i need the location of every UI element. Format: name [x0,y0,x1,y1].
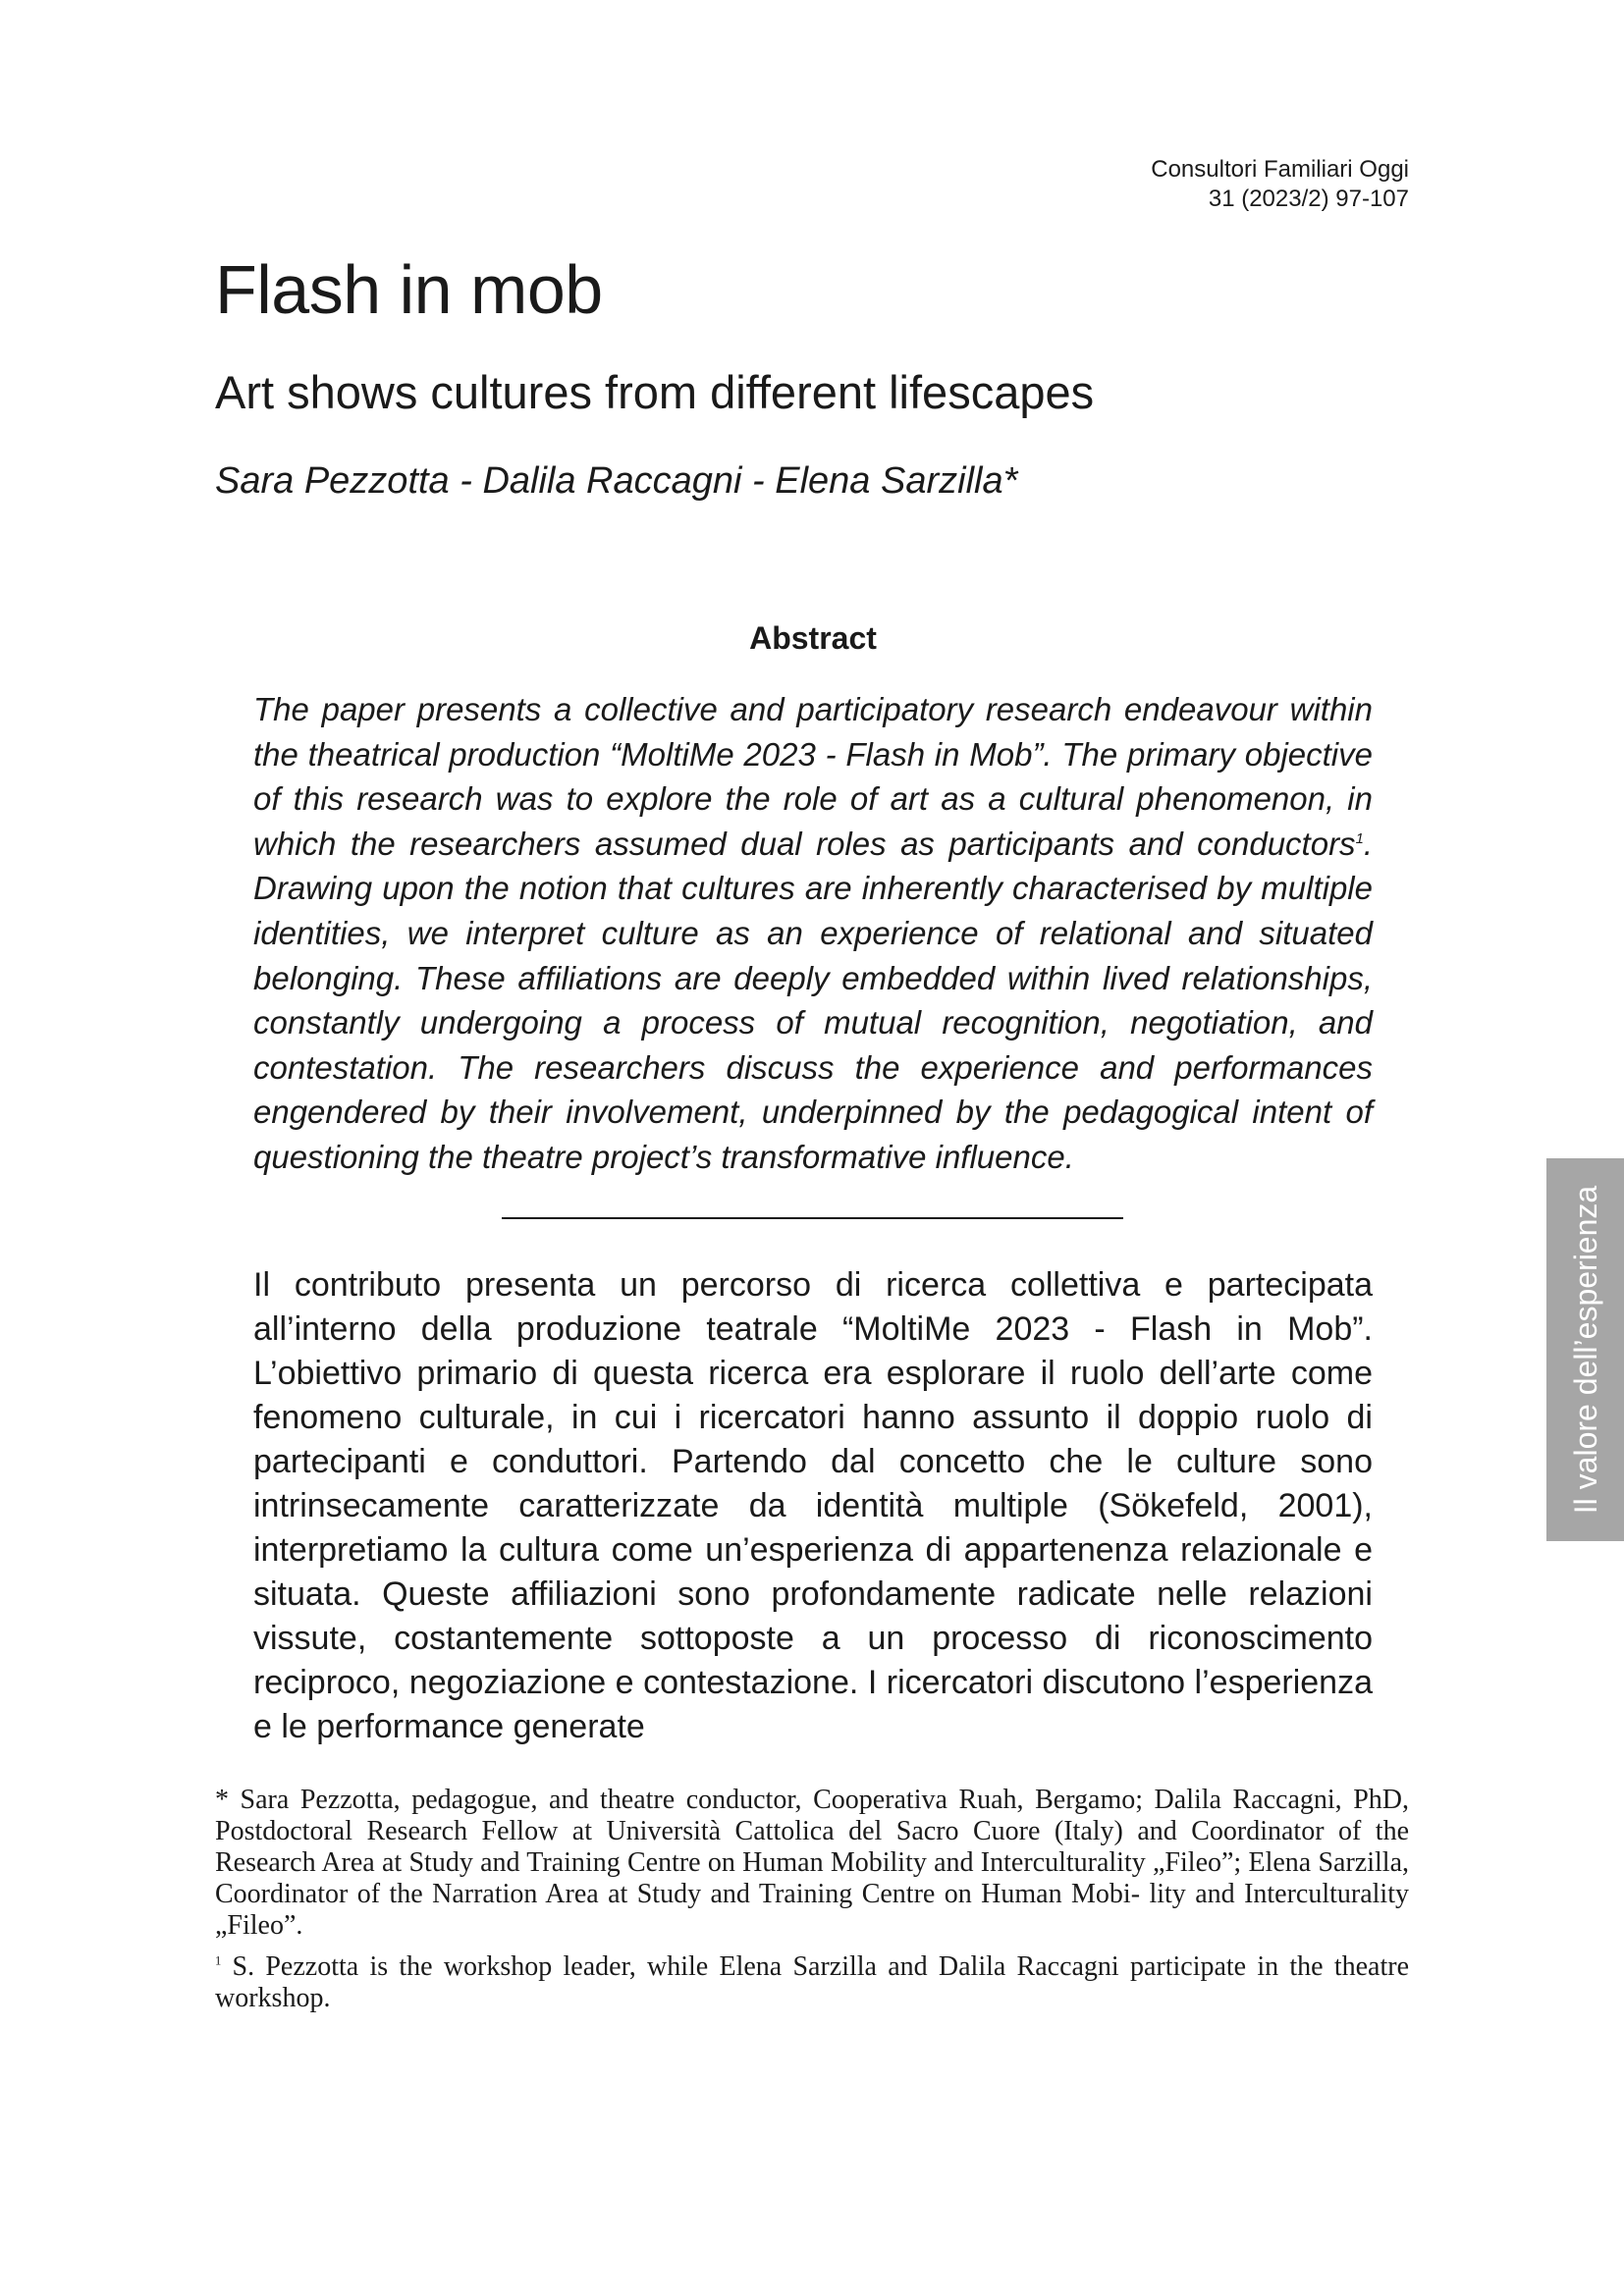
journal-header [1151,155,1409,214]
side-tab-label: Il valore dell’esperienza [1567,1185,1603,1515]
abstract-text [253,687,1373,1180]
author-footnote: * Sara Pezzotta, pedagogue, and theatre conductor, Cooperativa Ruah, Bergamo; Dalila Raccagni, PhD, Postdoctoral Research Fellow at Università Cattolica del Sacro Cuore (Italy) and Coordinator of the Research Area at Study and Training Centre on Human Mobility and Interculturality „Fileo”; Elena Sarzilla, Coordinator of the Narration Area at Study and Training Centre on Human Mobi- lity and Interculturality „Fileo”. [215,1785,1409,1941]
section-divider [502,1217,1123,1219]
abstract-text-part1: The paper presents a collective and participatory research endeavour within the theatrical production “MoltiMe 2023 - Flash in Mob”. The primary objective of this research was to explore the role of art as a cultural phenomenon, in which the researchers assumed dual roles as participants and conductors [253,691,1373,862]
abstract-text-part2: . Drawing upon the notion that cultures are inherently characterised by multiple identities, we interpret culture as an experience of relational and situated belonging. These affiliations are deeply embedded within lived relationships, constantly undergoing a process of mutual recognition, negotiation, and contestation. The researchers discuss the experience and performances engendered by their involvement, underpinned by the pedagogical intent of questioning the theatre project’s transformative influence. [253,825,1373,1175]
journal-issue: 31 (2023/2) 97-107 [1208,186,1409,212]
section-side-tab [1546,1158,1624,1541]
article-title: Flash in mob [215,251,603,328]
abstract-heading: Abstract [749,620,877,656]
footnote-1 [215,1951,1409,2014]
article-authors: Sara Pezzotta - Dalila Raccagni - Elena Sarzilla* [215,460,1018,502]
footnote-ref-1[interactable]: 1 [1355,830,1364,847]
footnotes [215,1785,1409,2024]
article-subtitle: Art shows cultures from different lifescapes [215,366,1095,418]
journal-name: Consultori Familiari Oggi [1151,156,1409,183]
body-paragraph: Il contributo presenta un percorso di ricerca collettiva e partecipata all’interno della produzione teatrale “MoltiMe 2023 - Flash in Mob”. L’obiettivo primario di questa ricerca era esplorare il ruolo dell’arte come fenomeno culturale, in cui i ricercatori hanno assunto il doppio ruolo di partecipanti e conduttori. Partendo dal concetto che le culture sono intrinsecamente caratterizzate da identità multiple (Sökefeld, 2001), interpretiamo la cultura come un’esperienza di appartenenza relazionale e situata. Queste affiliazioni sono profondamente radicate nelle relazioni vissute, costantemente sottoposte a un processo di riconoscimento reciproco, negoziazione e contestazione. I ricercatori discutono l’esperienza e le performance generate [253,1266,1373,1745]
footnote-1-marker: 1 [215,1953,222,1968]
footnote-1-text: S. Pezzotta is the workshop leader, while Elena Sarzilla and Dalila Raccagni participate in the theatre workshop. [215,1951,1409,2013]
